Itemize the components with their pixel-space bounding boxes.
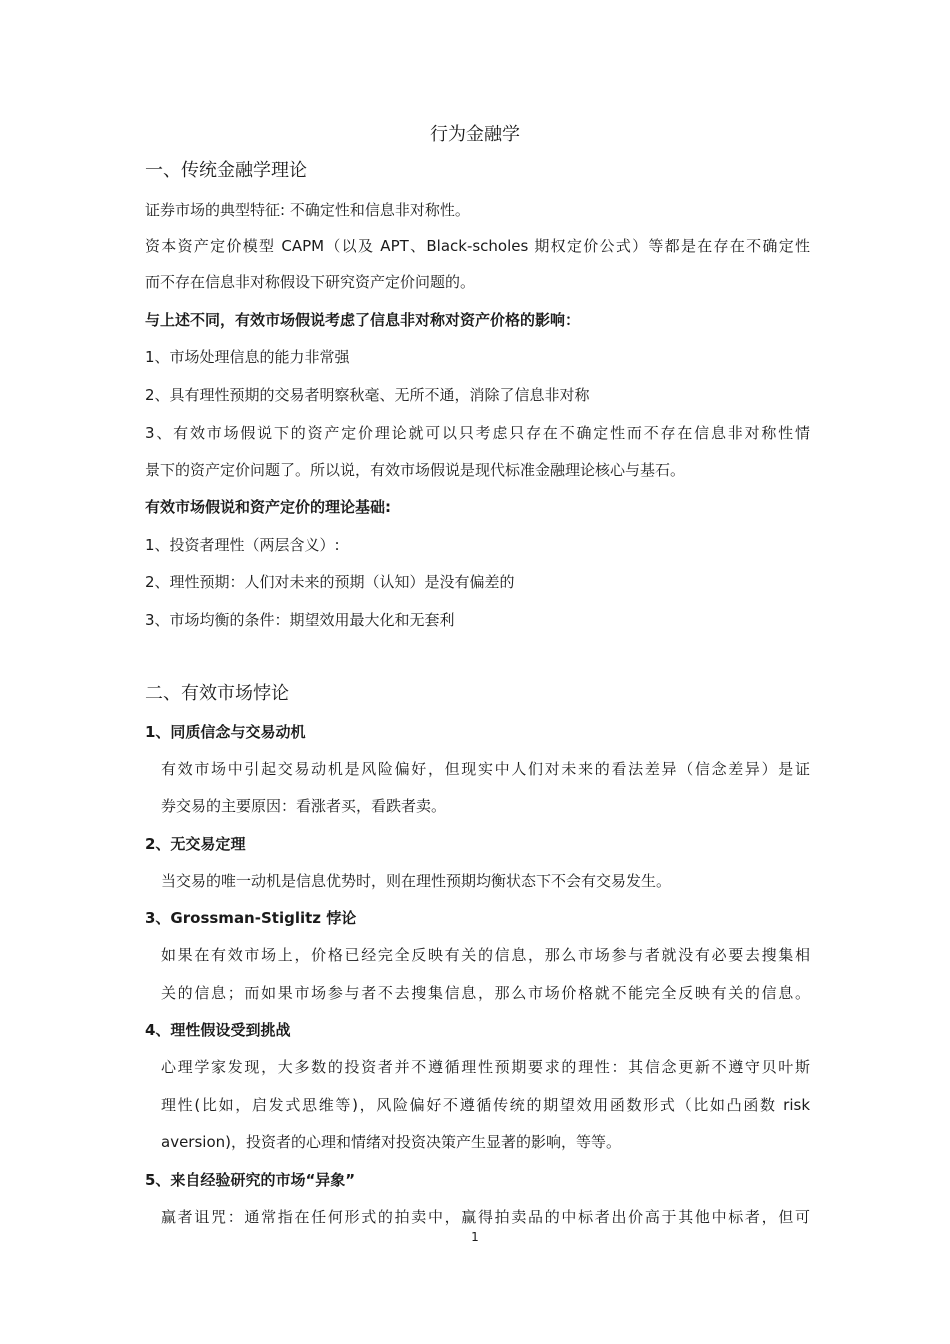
paragraph: 证券市场的典型特征: 不确定性和信息非对称性。 [145,201,470,219]
list-item: 2、理性预期：人们对未来的预期（认知）是没有偏差的 [145,573,515,591]
page-number: 1 [471,1230,479,1244]
paragraph: 当交易的唯一动机是信息优势时，则在理性预期均衡状态下不会有交易发生。 [161,872,672,890]
list-item: 3、市场均衡的条件：期望效用最大化和无套利 [145,611,455,629]
subsection-title: 3、Grossman-Stiglitz 悖论 [145,909,357,927]
subsection-title: 1、同质信念与交易动机 [145,723,306,741]
paragraph: aversion)，投资者的心理和情绪对投资决策产生显著的影响，等等。 [161,1133,621,1151]
document-title: 行为金融学 [430,124,520,145]
list-item: 1、投资者理性（两层含义）: [145,536,340,554]
list-item-continuation: 景下的资产定价问题了。所以说，有效市场假说是现代标准金融理论核心与基石。 [145,461,686,479]
paragraph: 心理学家发现，大多数的投资者并不遵循理性预期要求的理性：其信念更新不遵守贝叶斯 [161,1058,810,1076]
list-item: 2、具有理性预期的交易者明察秋毫、无所不通，消除了信息非对称 [145,386,590,404]
paragraph-emphasis: 与上述不同，有效市场假说考虑了信息非对称对资产价格的影响： [145,311,581,329]
paragraph: 关的信息；而如果市场参与者不去搜集信息，那么市场价格就不能完全反映有关的信息。 [161,984,810,1002]
subsection-title: 5、来自经验研究的市场“异象” [145,1171,356,1189]
paragraph: 如果在有效市场上，价格已经完全反映有关的信息，那么市场参与者就没有必要去搜集相 [161,946,810,964]
paragraph: 资本资产定价模型 CAPM（以及 APT、Black-scholes 期权定价公式）等都是在存在不确定性 [145,237,810,255]
paragraph-emphasis: 有效市场假说和资产定价的理论基础: [145,498,392,516]
paragraph: 理性(比如，启发式思维等)，风险偏好不遵循传统的期望效用函数形式（比如凸函数 risk [161,1096,810,1114]
paragraph: 赢者诅咒：通常指在任何形式的拍卖中，赢得拍卖品的中标者出价高于其他中标者，但可 [161,1208,810,1226]
paragraph: 有效市场中引起交易动机是风险偏好，但现实中人们对未来的看法差异（信念差异）是证 [161,760,810,778]
paragraph: 而不存在信息非对称假设下研究资产定价问题的。 [145,273,476,291]
list-item: 3、有效市场假说下的资产定价理论就可以只考虑只存在不确定性而不存在信息非对称性情 [145,424,810,442]
subsection-title: 2、无交易定理 [145,835,246,853]
subsection-title: 4、理性假设受到挑战 [145,1021,291,1039]
list-item: 1、市场处理信息的能力非常强 [145,348,350,366]
paragraph: 券交易的主要原因：看涨者买，看跌者卖。 [161,797,447,815]
section-2-heading: 二、有效市场悖论 [145,683,289,704]
section-1-heading: 一、传统金融学理论 [145,160,307,181]
